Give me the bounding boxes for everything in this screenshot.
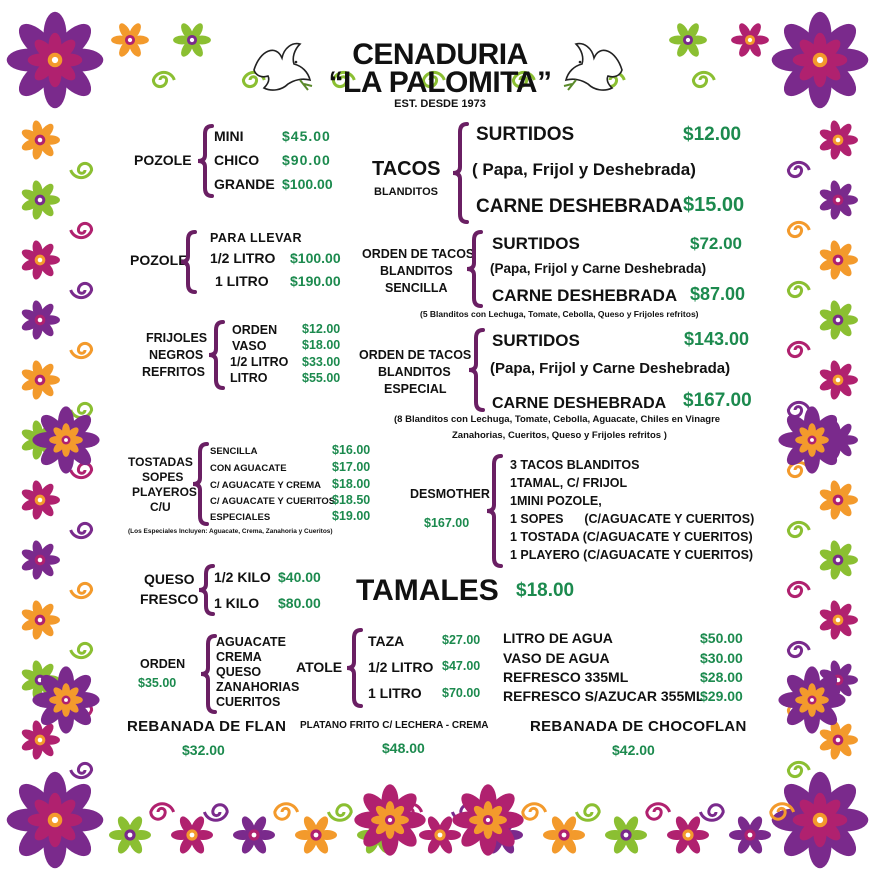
tostadas-item-name: ESPECIALES bbox=[210, 512, 271, 523]
postre-name: PLATANO FRITO C/ LECHERA - CREMA bbox=[300, 720, 489, 731]
orden-sencilla-carne: CARNE DESHEBRADA bbox=[492, 286, 678, 305]
atole-item-name: 1 LITRO bbox=[368, 685, 422, 701]
pozole-item-price: $100.00 bbox=[282, 176, 333, 192]
brace-icon bbox=[198, 126, 212, 196]
bebida-price: $28.00 bbox=[700, 669, 743, 685]
queso-item-price: $40.00 bbox=[278, 569, 321, 585]
pozole-item-name: CHICO bbox=[214, 152, 260, 168]
bebida-price: $29.00 bbox=[700, 688, 743, 704]
orden-especial-carne: CARNE DESHEBRADA bbox=[492, 395, 667, 412]
restaurant-subtitle: “LA PALOMITA” bbox=[328, 66, 552, 99]
queso-item-name: 1 KILO bbox=[214, 595, 260, 611]
bebida-price: $50.00 bbox=[700, 630, 743, 646]
brace-icon bbox=[199, 566, 213, 614]
tacos-carne-price: $15.00 bbox=[683, 194, 745, 216]
tamales-price: $18.00 bbox=[516, 580, 575, 601]
brace-icon bbox=[487, 456, 501, 566]
orden-especial-desc: (Papa, Frijol y Carne Deshebrada) bbox=[490, 360, 731, 377]
brace-icon bbox=[209, 322, 223, 388]
frijoles-item-price: $55.00 bbox=[302, 371, 341, 385]
postre-price: $48.00 bbox=[382, 740, 425, 756]
frijoles-label: REFRITOS bbox=[142, 365, 205, 379]
orden-especial-label: BLANDITOS bbox=[378, 365, 451, 379]
desmother-item: 1MINI POZOLE, bbox=[510, 494, 602, 508]
orden-item: CUERITOS bbox=[216, 695, 281, 709]
brace-icon bbox=[469, 330, 483, 410]
desmother-item: 3 TACOS BLANDITOS bbox=[510, 458, 640, 472]
bebida-name: LITRO DE AGUA bbox=[503, 630, 613, 646]
tostadas-item-name: C/ AGUACATE Y CREMA bbox=[210, 480, 322, 491]
desmother-item: 1 TOSTADA (C/AGUACATE Y CUERITOS) bbox=[510, 530, 753, 544]
orden-sencilla-carne-price: $87.00 bbox=[690, 284, 746, 304]
frijoles-item-price: $18.00 bbox=[302, 338, 341, 352]
frijoles-label: FRIJOLES bbox=[146, 331, 208, 345]
tostadas-label: SOPES bbox=[142, 470, 184, 484]
frijoles-item-name: ORDEN bbox=[232, 323, 278, 337]
tostadas-item-price: $18.00 bbox=[332, 477, 371, 491]
orden-especial-label: ORDEN DE TACOS bbox=[359, 348, 472, 362]
desmother-label: DESMOTHER bbox=[410, 487, 490, 501]
orden-especial-surtidos: SURTIDOS bbox=[492, 331, 580, 350]
brace-icon bbox=[453, 124, 467, 222]
tacos-carne: CARNE DESHEBRADA bbox=[476, 196, 683, 217]
pozole-llevar-item-name: 1 LITRO bbox=[215, 273, 269, 289]
bebida-name: REFRESCO 335ML bbox=[503, 669, 629, 685]
queso-label: QUESO bbox=[144, 571, 195, 587]
tostadas-note: (Los Especiales Incluyen: Aguacate, Crema, Zanahoria y Cueritos) bbox=[128, 528, 333, 535]
pozole-llevar-label: POZOLE bbox=[130, 252, 188, 268]
tostadas-label: C/U bbox=[150, 500, 171, 514]
frijoles-item-name: LITRO bbox=[230, 371, 268, 385]
pozole-item-price: $90.00 bbox=[282, 152, 331, 168]
orden-sencilla-label: ORDEN DE TACOS bbox=[362, 247, 475, 261]
desmother-item: 1 PLAYERO (C/AGUACATE Y CUERITOS) bbox=[510, 548, 754, 562]
tostadas-item-name: CON AGUACATE bbox=[210, 463, 287, 474]
orden-especial-note: (8 Blanditos con Lechuga, Tomate, Cebolla, Aguacate, Chiles en Vinagre bbox=[394, 414, 721, 425]
restaurant-title: CENADURIA bbox=[352, 38, 528, 71]
atole-item-price: $27.00 bbox=[442, 633, 481, 647]
orden-sencilla-surtidos-price: $72.00 bbox=[690, 234, 742, 253]
tacos-label: TACOS bbox=[372, 158, 441, 180]
established-text: EST. DESDE 1973 bbox=[394, 98, 486, 110]
orden-sencilla-surtidos: SURTIDOS bbox=[492, 234, 580, 253]
pozole-item-name: GRANDE bbox=[214, 176, 275, 192]
postre-name: REBANADA DE CHOCOFLAN bbox=[530, 718, 747, 735]
tostadas-label: PLAYEROS bbox=[132, 485, 197, 499]
tostadas-item-price: $17.00 bbox=[332, 460, 371, 474]
orden-sencilla-label: BLANDITOS bbox=[380, 264, 453, 278]
postre-name: REBANADA DE FLAN bbox=[127, 718, 287, 735]
pozole-llevar-header: PARA LLEVAR bbox=[210, 231, 303, 245]
orden-sencilla-label: SENCILLA bbox=[385, 281, 448, 295]
pozole-llevar-item-price: $190.00 bbox=[290, 273, 341, 289]
queso-item-name: 1/2 KILO bbox=[214, 569, 271, 585]
frijoles-item-name: VASO bbox=[232, 339, 267, 353]
desmother-item: 1 SOPES (C/AGUACATE Y CUERITOS) bbox=[510, 512, 755, 526]
postre-price: $42.00 bbox=[612, 742, 655, 758]
orden-label: ORDEN bbox=[140, 657, 186, 671]
atole-item-name: TAZA bbox=[368, 633, 405, 649]
tamales-label: TAMALES bbox=[356, 574, 499, 607]
desmother-price: $167.00 bbox=[424, 516, 470, 530]
tacos-sublabel: BLANDITOS bbox=[374, 186, 438, 198]
orden-especial-label: ESPECIAL bbox=[384, 382, 447, 396]
bebida-price: $30.00 bbox=[700, 650, 743, 666]
bebida-name: REFRESCO S/AZUCAR 355ML bbox=[503, 688, 705, 704]
orden-price: $35.00 bbox=[138, 676, 177, 690]
frijoles-label: NEGROS bbox=[149, 348, 204, 362]
orden-item: ZANAHORIAS bbox=[216, 680, 300, 694]
queso-item-price: $80.00 bbox=[278, 595, 321, 611]
frijoles-item-price: $12.00 bbox=[302, 322, 341, 336]
brace-icon bbox=[467, 232, 481, 306]
pozole-llevar-item-name: 1/2 LITRO bbox=[210, 250, 276, 266]
brace-icon bbox=[181, 232, 195, 292]
atole-label: ATOLE bbox=[296, 659, 343, 675]
brace-icon bbox=[193, 444, 207, 524]
desmother-item: 1TAMAL, C/ FRIJOL bbox=[510, 476, 628, 490]
brace-icon bbox=[201, 636, 215, 712]
tostadas-item-price: $18.50 bbox=[332, 493, 371, 507]
frijoles-item-name: 1/2 LITRO bbox=[230, 355, 289, 369]
orden-sencilla-desc: (Papa, Frijol y Carne Deshebrada) bbox=[490, 261, 707, 276]
tostadas-item-name: SENCILLA bbox=[210, 446, 258, 457]
tostadas-item-price: $16.00 bbox=[332, 443, 371, 457]
tostadas-item-name: C/ AGUACATE Y CUERITOS bbox=[210, 496, 336, 507]
atole-item-name: 1/2 LITRO bbox=[368, 659, 434, 675]
atole-item-price: $47.00 bbox=[442, 659, 481, 673]
pozole-llevar-item-price: $100.00 bbox=[290, 250, 341, 266]
tacos-surtidos-price: $12.00 bbox=[683, 124, 742, 145]
orden-sencilla-note: (5 Blanditos con Lechuga, Tomate, Cebolla, Queso y Frijoles refritos) bbox=[420, 309, 699, 319]
queso-label: FRESCO bbox=[140, 591, 199, 607]
pozole-label: POZOLE bbox=[134, 152, 192, 168]
orden-especial-carne-price: $167.00 bbox=[683, 390, 752, 411]
bebida-name: VASO DE AGUA bbox=[503, 650, 610, 666]
tacos-surtidos-desc: ( Papa, Frijol y Deshebrada) bbox=[472, 160, 696, 179]
orden-item: CREMA bbox=[216, 650, 262, 664]
tostadas-label: TOSTADAS bbox=[128, 455, 193, 469]
pozole-item-name: MINI bbox=[214, 128, 244, 144]
brace-icon bbox=[347, 630, 361, 706]
tostadas-item-price: $19.00 bbox=[332, 509, 371, 523]
orden-especial-surtidos-price: $143.00 bbox=[684, 329, 750, 349]
atole-item-price: $70.00 bbox=[442, 686, 481, 700]
orden-especial-note: Zanahorias, Cueritos, Queso y Frijoles refritos ) bbox=[452, 430, 667, 441]
orden-item: AGUACATE bbox=[216, 635, 286, 649]
postre-price: $32.00 bbox=[182, 742, 225, 758]
orden-item: QUESO bbox=[216, 665, 262, 679]
pozole-item-price: $45.00 bbox=[282, 128, 331, 144]
tacos-surtidos: SURTIDOS bbox=[476, 124, 575, 145]
frijoles-item-price: $33.00 bbox=[302, 355, 341, 369]
